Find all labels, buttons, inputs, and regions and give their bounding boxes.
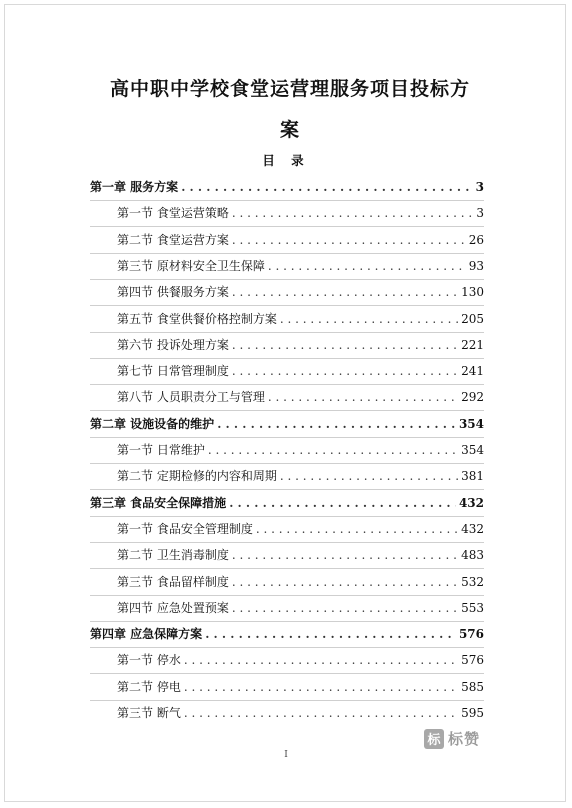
toc-section-entry[interactable] xyxy=(117,441,484,459)
toc-dot-leader xyxy=(232,362,458,380)
toc-entry-label: 第五节 食堂供餐价格控制方案 xyxy=(117,311,277,326)
toc-section-entry[interactable] xyxy=(117,573,484,591)
toc-entry-page: 432 xyxy=(458,495,484,510)
toc-entry-label: 第四节 应急处置预案 xyxy=(117,600,229,615)
document-title-line-2: 案 xyxy=(279,119,300,141)
toc-dot-leader xyxy=(232,336,458,354)
toc-dot-leader xyxy=(184,678,458,696)
toc-dot-leader xyxy=(229,494,456,512)
toc-dot-leader xyxy=(280,467,458,485)
toc-entry-page: 292 xyxy=(461,390,484,405)
toc-entry-label: 第七节 日常管理制度 xyxy=(117,364,229,379)
toc-entry-label: 第三节 食品留样制度 xyxy=(117,574,229,589)
toc-entry-label: 第二章 设施设备的维护 xyxy=(90,416,215,431)
toc-row-divider xyxy=(90,358,484,359)
toc-section-entry[interactable] xyxy=(117,310,484,328)
toc-entry-page: 26 xyxy=(468,232,484,247)
toc-entry-label: 第三节 原材料安全卫生保障 xyxy=(117,258,265,273)
toc-dot-leader xyxy=(256,520,458,538)
toc-section-entry[interactable] xyxy=(117,388,484,406)
toc-dot-leader xyxy=(232,546,458,564)
watermark-text: 标赞 xyxy=(448,730,481,748)
toc-dot-leader xyxy=(184,704,458,722)
toc-entry-label: 第三节 断气 xyxy=(117,706,181,720)
toc-row-divider xyxy=(90,516,484,517)
toc-entry-label: 第一章 服务方案 xyxy=(90,180,179,194)
toc-dot-leader xyxy=(217,415,456,433)
toc-dot-leader xyxy=(184,651,458,669)
watermark-badge-icon: 标 xyxy=(424,729,444,749)
toc-section-entry[interactable] xyxy=(117,231,484,249)
toc-dot-leader xyxy=(232,204,474,222)
toc-entry-label: 第六节 投诉处理方案 xyxy=(117,337,229,352)
toc-entry-label: 第二节 定期检修的内容和周期 xyxy=(117,469,277,484)
watermark-logo xyxy=(424,728,480,749)
toc-entry-page: 205 xyxy=(461,311,484,326)
toc-entry-page: 3 xyxy=(476,206,484,221)
toc-entry-page: 354 xyxy=(461,443,484,457)
toc-dot-leader xyxy=(232,283,458,301)
toc-heading: 目 录 xyxy=(262,153,310,168)
toc-entry-label: 第四章 应急保障方案 xyxy=(90,627,203,642)
toc-dot-leader xyxy=(280,310,458,328)
toc-row-divider xyxy=(90,253,484,254)
toc-chapter-entry[interactable] xyxy=(90,494,484,512)
toc-row-divider xyxy=(90,647,484,648)
toc-entry-page: 432 xyxy=(461,521,484,536)
page-number: I xyxy=(284,750,288,760)
toc-entry-page: 381 xyxy=(461,469,484,484)
toc-entry-label: 第一节 停水 xyxy=(117,653,181,668)
toc-entry-page: 576 xyxy=(461,653,484,668)
toc-dot-leader xyxy=(268,257,466,275)
toc-dot-leader xyxy=(208,441,458,459)
toc-section-entry[interactable] xyxy=(117,546,484,564)
toc-row-divider xyxy=(90,279,484,280)
toc-entry-page: 576 xyxy=(458,627,484,642)
toc-row-divider xyxy=(90,673,484,674)
toc-section-entry[interactable] xyxy=(117,204,484,222)
toc-section-entry[interactable] xyxy=(117,336,484,354)
toc-entry-page: 595 xyxy=(461,706,484,720)
toc-entry-page: 241 xyxy=(461,364,484,379)
toc-entry-label: 第一节 食品安全管理制度 xyxy=(117,521,253,536)
toc-row-divider xyxy=(90,542,484,543)
toc-entry-label: 第一节 食堂运营策略 xyxy=(117,206,229,221)
toc-row-divider xyxy=(90,700,484,701)
toc-dot-leader xyxy=(232,231,466,249)
toc-row-divider xyxy=(90,595,484,596)
toc-chapter-entry[interactable] xyxy=(90,625,484,643)
toc-dot-leader xyxy=(268,388,458,406)
toc-entry-page: 3 xyxy=(475,180,484,194)
toc-entry-label: 第八节 人员职责分工与管理 xyxy=(117,390,265,405)
toc-section-entry[interactable] xyxy=(117,651,484,669)
toc-entry-page: 354 xyxy=(458,416,484,431)
toc-section-entry[interactable] xyxy=(117,257,484,275)
toc-section-entry[interactable] xyxy=(117,467,484,485)
toc-section-entry[interactable] xyxy=(117,283,484,301)
toc-dot-leader xyxy=(205,625,456,643)
toc-entry-page: 221 xyxy=(461,337,484,352)
toc-row-divider xyxy=(90,463,484,464)
toc-section-entry[interactable] xyxy=(117,520,484,538)
toc-row-divider xyxy=(90,489,484,490)
toc-section-entry[interactable] xyxy=(117,599,484,617)
toc-entry-label: 第一节 日常维护 xyxy=(117,443,205,457)
toc-row-divider xyxy=(90,226,484,227)
toc-entry-label: 第四节 供餐服务方案 xyxy=(117,285,229,300)
toc-dot-leader xyxy=(232,573,458,591)
toc-entry-page: 553 xyxy=(461,600,484,615)
toc-entry-page: 532 xyxy=(461,574,484,589)
toc-dot-leader xyxy=(181,178,472,196)
toc-row-divider xyxy=(90,621,484,622)
toc-row-divider xyxy=(90,305,484,306)
toc-row-divider xyxy=(90,332,484,333)
toc-chapter-entry[interactable] xyxy=(90,415,484,433)
document-title-line-1: 高中职中学校食堂运营理服务项目投标方 xyxy=(109,78,470,100)
toc-section-entry[interactable] xyxy=(117,678,484,696)
toc-row-divider xyxy=(90,410,484,411)
toc-entry-label: 第三章 食品安全保障措施 xyxy=(90,495,227,510)
toc-section-entry[interactable] xyxy=(117,704,484,722)
toc-section-entry[interactable] xyxy=(117,362,484,380)
toc-chapter-entry[interactable] xyxy=(90,178,484,196)
toc-entry-page: 483 xyxy=(461,548,484,563)
toc-row-divider xyxy=(90,568,484,569)
toc-entry-label: 第二节 食堂运营方案 xyxy=(117,232,229,247)
toc-dot-leader xyxy=(232,599,458,617)
toc-entry-page: 130 xyxy=(461,285,484,300)
toc-entry-label: 第二节 卫生消毒制度 xyxy=(117,548,229,563)
toc-row-divider xyxy=(90,384,484,385)
toc-row-divider xyxy=(90,437,484,438)
toc-entry-label: 第二节 停电 xyxy=(117,679,181,694)
toc-entry-page: 585 xyxy=(461,679,484,694)
toc-entry-page: 93 xyxy=(468,258,484,273)
toc-row-divider xyxy=(90,200,484,201)
